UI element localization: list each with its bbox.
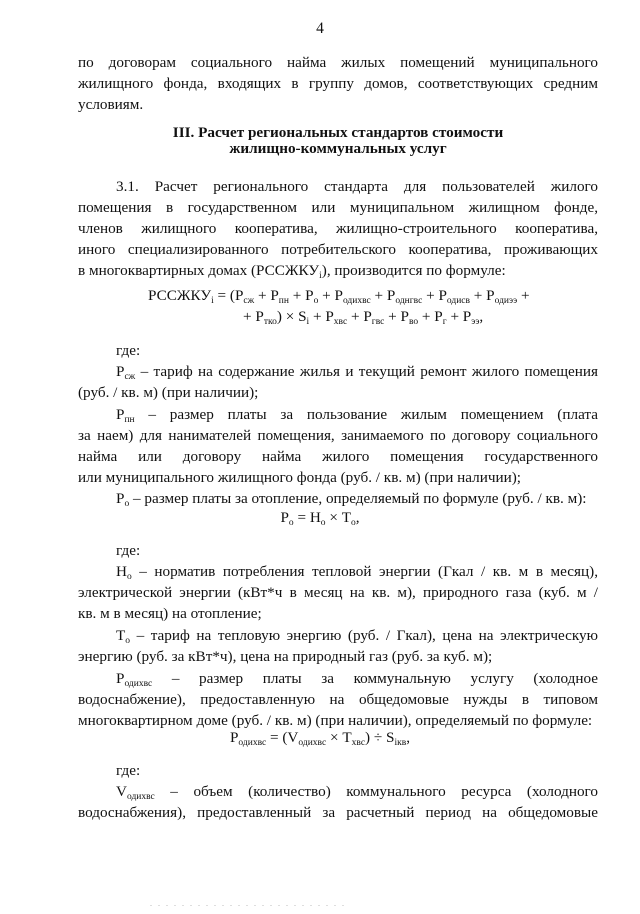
- fpod-cs: хвс: [351, 738, 366, 748]
- def-no-line-2: электрической энергии (кВт*ч в месяц на кв. м), природного газа (куб. м /: [78, 584, 598, 601]
- fm2-t3: + Р: [309, 308, 334, 325]
- where-3-text: где:: [116, 762, 141, 779]
- def-to: [78, 625, 598, 667]
- fm-t7s: одиээ: [494, 296, 518, 306]
- def-vodihvs-sub: одихвс: [126, 792, 155, 802]
- def-podihvs-line-1: [78, 668, 598, 689]
- fm2-t7s: ээ: [471, 317, 480, 327]
- def-podihvs-sym: Р: [116, 670, 125, 687]
- def-to-l1: – тариф на тепловую энергию (руб. / Гкал), цена на электрическую: [130, 627, 598, 644]
- paragraph-3-1: [78, 176, 598, 281]
- para-3-1-line-1: 3.1. Расчет регионального стандарта для пользователей жилого: [116, 178, 598, 195]
- section-heading-line-2: жилищно-коммунальных услуг: [229, 140, 447, 157]
- fm2-t6: + Р: [418, 308, 443, 325]
- intro-line-3: условиям.: [78, 96, 144, 113]
- def-no-sym: Н: [116, 563, 127, 580]
- fm-t1: = (Р: [213, 287, 244, 304]
- intro-line-2: жилищного фонда, входящих в группу домов, соответствующих средним: [78, 75, 598, 92]
- def-po-sym: Р: [116, 490, 125, 507]
- fm-t5: + Р: [370, 287, 396, 304]
- where-label-1: [78, 340, 598, 361]
- fm2-t4: + Р: [347, 308, 372, 325]
- fpo-cs: о: [350, 518, 356, 528]
- fpo-c: × Т: [325, 509, 351, 526]
- def-to-sym: Т: [116, 627, 126, 644]
- fm2-t1: + Р: [243, 308, 264, 325]
- def-psz-sub: сж: [124, 372, 136, 382]
- fpod-as: одихвс: [238, 738, 267, 748]
- fm2-t2: ) × S: [276, 308, 307, 325]
- fm2-t7: + Р: [446, 308, 472, 325]
- def-ppn: [78, 404, 598, 488]
- where-label-3: [78, 760, 598, 781]
- intro-line-1: по договорам социального найма жилых помещений муниципального: [78, 54, 598, 71]
- def-vodihvs-sym: V: [116, 783, 127, 800]
- fpo-bs: о: [320, 518, 326, 528]
- where-label-2: [78, 540, 598, 561]
- para-3-1-line-5: [78, 260, 598, 281]
- formula-main-line-2: [243, 306, 483, 327]
- def-vodihvs-line-2: водоснабжения), предоставленный за расчетный период на общедомовые: [78, 804, 598, 821]
- para-3-1-line-5-sub: i: [319, 271, 322, 281]
- fm2-t1s: тко: [263, 317, 277, 327]
- def-po-line-1: [78, 488, 598, 509]
- para-3-1-line-2: помещения в государственном или муниципальном жилищном фонде,: [78, 199, 598, 216]
- def-no-l1: – норматив потребления тепловой энергии (Гкал / кв. м в месяц),: [131, 563, 598, 580]
- def-ppn-line-4: или муниципального жилищного фонда (руб. / кв. м) (при наличии);: [78, 469, 522, 486]
- section-heading-line-1: III. Расчет региональных стандартов стоимости: [172, 124, 504, 141]
- def-no-line-3: кв. м в месяц) на отопление;: [78, 605, 262, 622]
- para-3-1-line-5-text: в многоквартирных домах (РССЖКУ: [78, 262, 320, 279]
- def-ppn-line-2: за наем) для нанимателей помещения, занимаемого по договору социального: [78, 427, 598, 444]
- fpo-a: Р: [280, 509, 289, 526]
- fm-lhs-sub: i: [211, 296, 214, 306]
- def-psz: [78, 361, 598, 403]
- def-po-sub: о: [124, 499, 130, 509]
- fm2-t3s: хвс: [333, 317, 348, 327]
- fm-t3s: о: [313, 296, 319, 306]
- fm-lhs: РССЖКУ: [148, 287, 212, 304]
- fm2-t8: ,: [479, 308, 484, 325]
- para-3-1-line-3: членов жилищного кооператива, жилищно-строительного кооператива,: [78, 220, 598, 237]
- def-psz-line-1: [78, 361, 598, 382]
- def-ppn-line-1: [78, 404, 598, 425]
- fm-t7: + Р: [470, 287, 495, 304]
- fm2-t4s: гвс: [371, 317, 385, 327]
- def-to-sub: о: [125, 636, 131, 646]
- fm-t4s: одихвс: [342, 296, 371, 306]
- fm2-t2s: i: [306, 317, 310, 327]
- def-to-line-2: энергию (руб. за кВт*ч), цена на природный газ (руб. за куб. м);: [78, 648, 493, 665]
- fm2-t5s: во: [408, 317, 419, 327]
- fm-t6: + Р: [422, 287, 447, 304]
- fm-t4: + Р: [318, 287, 343, 304]
- fm2-t5: + Р: [384, 308, 409, 325]
- fm-t2s: пн: [278, 296, 289, 306]
- fm-t8: +: [517, 287, 530, 304]
- def-ppn-l1: – размер платы за пользование жилым помещением (плата: [134, 406, 598, 423]
- fm-t2: + Р: [254, 287, 279, 304]
- def-no-sub: о: [126, 572, 132, 582]
- para-3-1-line-5-tail: ), производится по формуле:: [321, 262, 506, 279]
- def-podihvs: [78, 668, 598, 731]
- def-to-line-1: [78, 625, 598, 646]
- def-vodihvs: [78, 781, 598, 823]
- fm-t3: + Р: [288, 287, 314, 304]
- fpo-d: ,: [355, 509, 360, 526]
- def-podihvs-line-3: многоквартирном доме (руб. / кв. м) (при наличии), определяемый по формуле:: [78, 712, 593, 729]
- def-no-line-1: [78, 561, 598, 582]
- fpo-b: = Н: [293, 509, 321, 526]
- def-ppn-line-3: найма или договору найма жилого помещения государственного: [78, 448, 598, 465]
- def-psz-l1: – тариф на содержание жилья и текущий ремонт жилого помещения: [135, 363, 598, 380]
- where-2-text: где:: [116, 542, 141, 559]
- fpod-e: ,: [406, 729, 411, 746]
- def-po-text: – размер платы за отопление, определяемый по формуле (руб. / кв. м):: [129, 490, 587, 507]
- def-vodihvs-line-1: [78, 781, 598, 802]
- formula-main-line-1: [148, 285, 530, 306]
- def-no: [78, 561, 598, 624]
- fm-t1s: сж: [243, 296, 255, 306]
- def-po: [78, 488, 598, 509]
- def-psz-sym: Р: [116, 363, 125, 380]
- fm-t5s: однгвс: [395, 296, 423, 306]
- fm2-t6s: г: [442, 317, 447, 327]
- intro-paragraph: [78, 52, 598, 115]
- def-vodihvs-l1: – объем (количество) коммунального ресурса (холодного: [154, 783, 598, 800]
- def-podihvs-l1: – размер платы за коммунальную услугу (холодное: [152, 670, 598, 687]
- fpod-c: × Т: [326, 729, 352, 746]
- page-number: 4: [316, 20, 324, 37]
- fpo-as: о: [288, 518, 294, 528]
- def-ppn-sub: пн: [124, 415, 135, 425]
- fm-t6s: одисв: [446, 296, 470, 306]
- para-3-1-line-4: иного специализированного потребительского кооператива, проживающих: [78, 241, 598, 258]
- fpod-a: Р: [229, 729, 239, 746]
- fpod-ds: iкв: [394, 738, 407, 748]
- fpod-bs: одихвс: [298, 738, 327, 748]
- where-1-text: где:: [116, 342, 141, 359]
- footer-scan-mark: . . . . . . . . . . . . . . . . . . . . . . . . .: [150, 899, 346, 908]
- def-psz-line-2: (руб. / кв. м) (при наличии);: [78, 384, 259, 401]
- fpod-b: = (V: [266, 729, 299, 746]
- def-podihvs-line-2: водоснабжение), предоставленную на общедомовые нужды в типовом: [78, 691, 598, 708]
- section-heading: [78, 125, 598, 157]
- fpod-d: ) ÷ S: [365, 729, 395, 746]
- def-podihvs-sub: одихвс: [124, 679, 153, 689]
- def-ppn-sym: Р: [116, 406, 125, 423]
- formula-po: [0, 507, 640, 528]
- formula-podihvs: [0, 727, 640, 748]
